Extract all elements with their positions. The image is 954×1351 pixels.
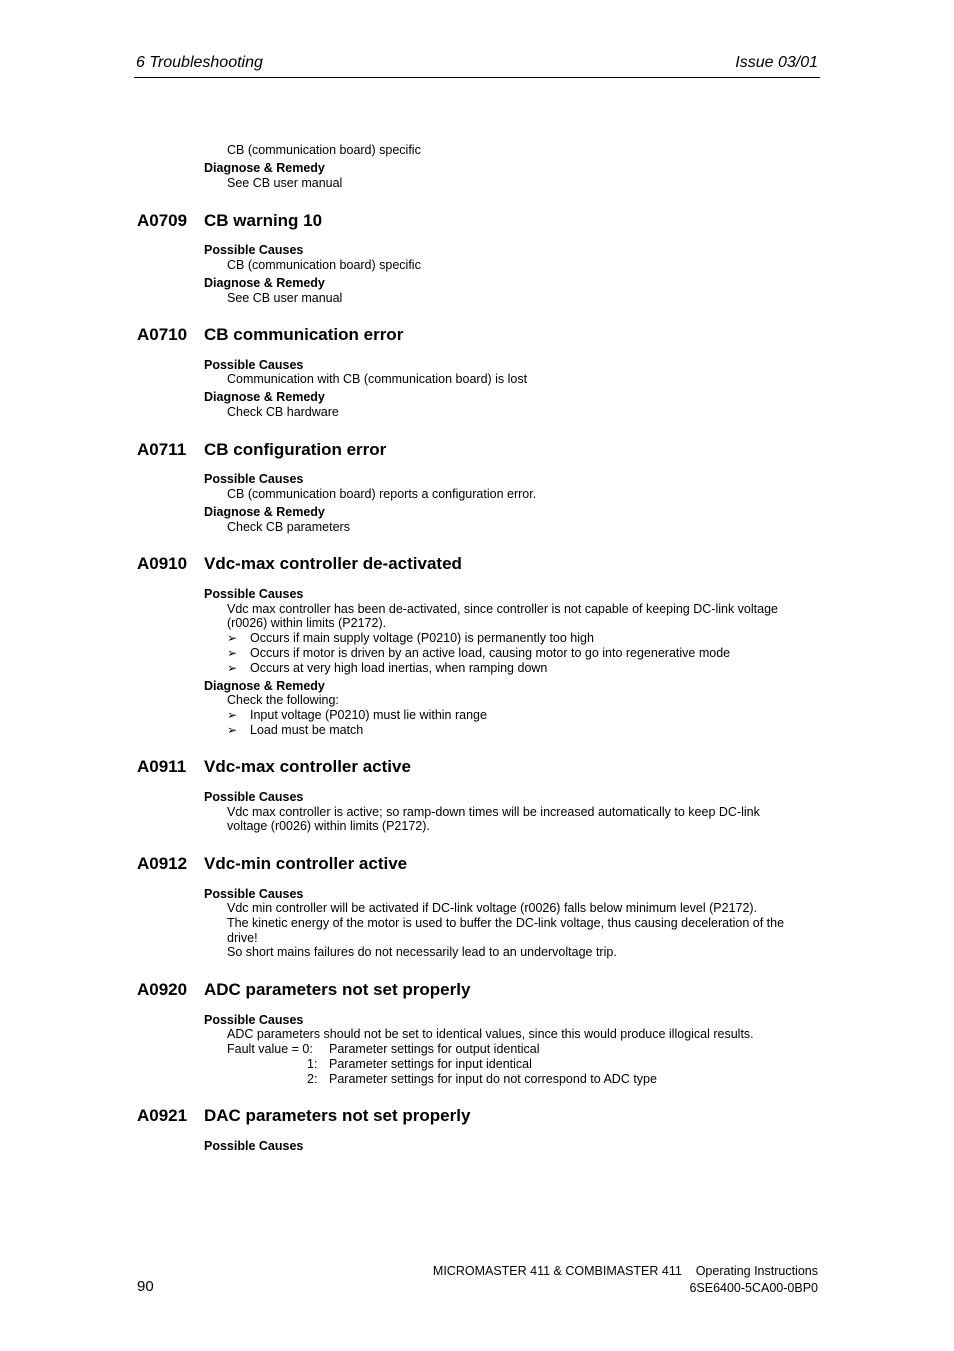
cause-text: voltage (r0026) within limits (P2172). (227, 819, 430, 833)
running-header-chapter: 6 Troubleshooting (136, 54, 263, 71)
possible-causes-label: Possible Causes (204, 587, 304, 601)
fault-value-number: 1: (307, 1057, 318, 1071)
bullet-arrow-icon: ➢ (227, 646, 238, 660)
bullet-arrow-icon: ➢ (227, 661, 238, 675)
cause-text: Communication with CB (communication board) is lost (227, 372, 528, 386)
alarm-code: A0710 (137, 325, 188, 344)
fault-value-label: Fault value = 0: (227, 1042, 313, 1056)
alarm-title: Vdc-max controller de-activated (204, 554, 462, 573)
possible-causes-label: Possible Causes (204, 472, 304, 486)
remedy-text: See CB user manual (227, 291, 343, 305)
page-number: 90 (137, 1278, 154, 1295)
fault-value-text: Parameter settings for output identical (329, 1042, 540, 1056)
alarm-title: Vdc-min controller active (204, 854, 408, 873)
remedy-text: Check the following: (227, 693, 339, 707)
possible-causes-label: Possible Causes (204, 790, 304, 804)
bullet-arrow-icon: ➢ (227, 708, 238, 722)
alarm-title: CB communication error (204, 325, 404, 344)
diagnose-remedy-label: Diagnose & Remedy (204, 390, 325, 404)
alarm-code: A0921 (137, 1106, 188, 1125)
possible-causes-label: Possible Causes (204, 1139, 304, 1153)
footer-order-number: 6SE6400-5CA00-0BP0 (689, 1281, 818, 1295)
alarm-code: A0709 (137, 211, 188, 230)
cause-text: Vdc min controller will be activated if DC-link voltage (r0026) falls below minimum level (P2172). (227, 901, 758, 915)
cause-text: CB (communication board) reports a configuration error. (227, 487, 537, 501)
alarm-title: Vdc-max controller active (204, 757, 411, 776)
intro-remedy-text: See CB user manual (227, 176, 343, 190)
cause-text: Vdc max controller has been de-activated, since controller is not capable of keeping DC-link voltage (227, 602, 778, 616)
cause-text: drive! (227, 931, 258, 945)
alarm-code: A0920 (137, 980, 188, 999)
alarm-code: A0911 (137, 757, 187, 776)
bullet-arrow-icon: ➢ (227, 723, 238, 737)
remedy-bullet: Load must be match (250, 723, 364, 737)
intro-remedy-label: Diagnose & Remedy (204, 161, 325, 175)
alarm-code: A0912 (137, 854, 188, 873)
footer-product-line: MICROMASTER 411 & COMBIMASTER 411 Operating Instructions (432, 1264, 818, 1278)
cause-text: CB (communication board) specific (227, 258, 421, 272)
diagnose-remedy-label: Diagnose & Remedy (204, 505, 325, 519)
cause-text: Vdc max controller is active; so ramp-down times will be increased automatically to keep DC-link (227, 805, 760, 819)
cause-bullet: Occurs if motor is driven by an active load, causing motor to go into regenerative mode (250, 646, 731, 660)
running-header-issue: Issue 03/01 (735, 54, 818, 71)
alarm-title: CB configuration error (204, 440, 387, 459)
bullet-arrow-icon: ➢ (227, 631, 238, 645)
possible-causes-label: Possible Causes (204, 358, 304, 372)
cause-text: The kinetic energy of the motor is used to buffer the DC-link voltage, thus causing deceleration of the (227, 916, 785, 930)
fault-value-text: Parameter settings for input identical (329, 1057, 532, 1071)
alarm-title: ADC parameters not set properly (204, 980, 471, 999)
remedy-text: Check CB parameters (227, 520, 350, 534)
alarm-title: CB warning 10 (204, 211, 323, 230)
header-rule (134, 77, 820, 78)
alarm-title: DAC parameters not set properly (204, 1106, 471, 1125)
cause-text: ADC parameters should not be set to identical values, since this would produce illogical results. (227, 1027, 754, 1041)
possible-causes-label: Possible Causes (204, 887, 304, 901)
diagnose-remedy-label: Diagnose & Remedy (204, 276, 325, 290)
remedy-text: Check CB hardware (227, 405, 339, 419)
alarm-code: A0711 (137, 440, 187, 459)
fault-value-text: Parameter settings for input do not correspond to ADC type (329, 1072, 657, 1086)
cause-text: So short mains failures do not necessarily lead to an undervoltage trip. (227, 945, 617, 959)
cause-bullet: Occurs if main supply voltage (P0210) is permanently too high (250, 631, 594, 645)
cause-bullet: Occurs at very high load inertias, when ramping down (250, 661, 548, 675)
diagnose-remedy-label: Diagnose & Remedy (204, 679, 325, 693)
possible-causes-label: Possible Causes (204, 243, 304, 257)
remedy-bullet: Input voltage (P0210) must lie within range (250, 708, 487, 722)
cause-text: (r0026) within limits (P2172). (227, 616, 387, 630)
fault-value-number: 2: (307, 1072, 318, 1086)
alarm-code: A0910 (137, 554, 188, 573)
possible-causes-label: Possible Causes (204, 1013, 304, 1027)
intro-cause-text: CB (communication board) specific (227, 143, 421, 157)
